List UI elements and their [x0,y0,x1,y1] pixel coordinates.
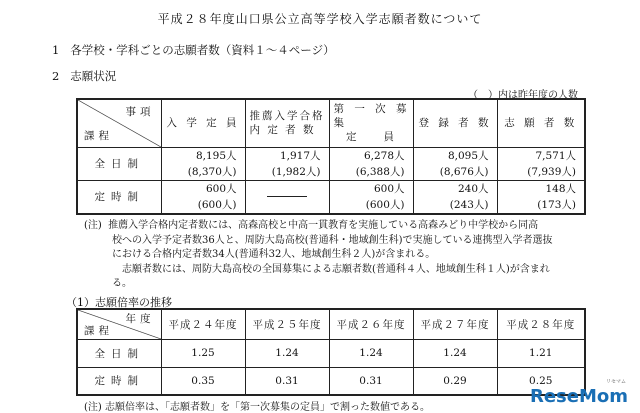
section-3-heading: （1）志願倍率の推移 [66,296,172,309]
row-label: 定時制 [77,367,161,395]
prev-year-note: （ ）内は昨年度の人数 [468,90,578,101]
table-cell: 0.31 [245,367,329,395]
table-cell: 1.24 [413,339,497,367]
header-registered: 登 録 者 数 [413,99,497,147]
table-cell: 1.21 [497,339,585,367]
table-cell: 1.24 [245,339,329,367]
table-cell: 1.24 [329,339,413,367]
header-quota: 入 学 定 員 [161,99,245,147]
table-cell: 240人 (243人) [413,180,497,214]
corner-bottom-label: 課程 [84,324,113,337]
year-header: 平成２４年度 [161,309,245,339]
page-title: 平成２８年度山口県公立高等学校入学志願者数について [157,12,483,26]
table-cell: 600人 (600人) [329,180,413,214]
note-line: る。 [112,278,132,289]
table-cell: 1,917人 (1,982人) [245,147,329,180]
year-header: 平成２８年度 [497,309,585,339]
year-header: 平成２６年度 [329,309,413,339]
note-line: 校への入学予定者数36人と、周防大島高校(普通科・地域創生科)で実施している連携型入学者選抜 [112,234,553,246]
table-cell: 0.29 [413,367,497,395]
header-recommended: 推薦入学合格 内 定 者 数 [245,99,329,147]
table-cell-empty [245,180,329,214]
section-text: 各学校・学科ごとの志願者数（資料１～４ページ） [70,43,335,57]
table-cell: 148人 (173人) [497,180,585,214]
section-number: 2 [52,69,60,83]
corner-cell [77,99,161,147]
header-first-round: 第 一 次 募 集 定 員 [329,99,413,147]
table-cell: 6,278人 (6,388人) [329,147,413,180]
table-row [77,147,585,180]
section-2-heading [52,68,116,84]
resemom-logo: ReseMom リセマム [529,379,628,407]
table-header-row [77,99,585,147]
table-cell: 0.31 [329,367,413,395]
table-cell: 8,195人 (8,370人) [161,147,245,180]
ratio-table [76,308,586,396]
header-applicants: 志 願 者 数 [497,99,585,147]
note-line: (注) 推薦入学合格内定者数には、高森高校と中高一貫教育を実施している高森みどり中学校から同高 [84,220,539,231]
note-block-2: (注) 志願倍率は、「志願者数」を「第一次募集の定員」で割った数値である。 [84,402,430,413]
table-row [77,339,585,367]
year-header: 平成２７年度 [413,309,497,339]
table-header-row [77,309,585,339]
applicants-table [76,98,586,215]
row-label: 全日制 [77,147,161,180]
corner-top-label: 事項 [125,106,155,118]
note-line: における合格内定者数34人(普通科32人、地域創生科２人)が含まれる。 [112,249,436,260]
dash-line [267,196,307,197]
table-cell: 7,571人 (7,939人) [497,147,585,180]
table-cell: 0.35 [161,367,245,395]
row-label: 定時制 [77,180,161,214]
section-1-heading [52,42,335,58]
note-block-1 [84,219,584,292]
corner-cell [77,309,161,339]
section-number: 1 [52,43,60,57]
note-line: 志願者数には、周防大島高校の全国募集による志願者数(普通科４人、地域創生科１人)が含まれ [122,263,550,275]
corner-bottom-label: 課程 [84,129,113,142]
table-row [77,180,585,214]
year-header: 平成２５年度 [245,309,329,339]
table-cell: 600人 (600人) [161,180,245,214]
table-cell: 0.25 [497,367,585,395]
section-text: 志願状況 [70,69,117,83]
row-label: 全日制 [77,339,161,367]
table-row [77,367,585,395]
table-cell: 8,095人 (8,676人) [413,147,497,180]
corner-top-label: 年度 [125,313,155,325]
table-cell: 1.25 [161,339,245,367]
